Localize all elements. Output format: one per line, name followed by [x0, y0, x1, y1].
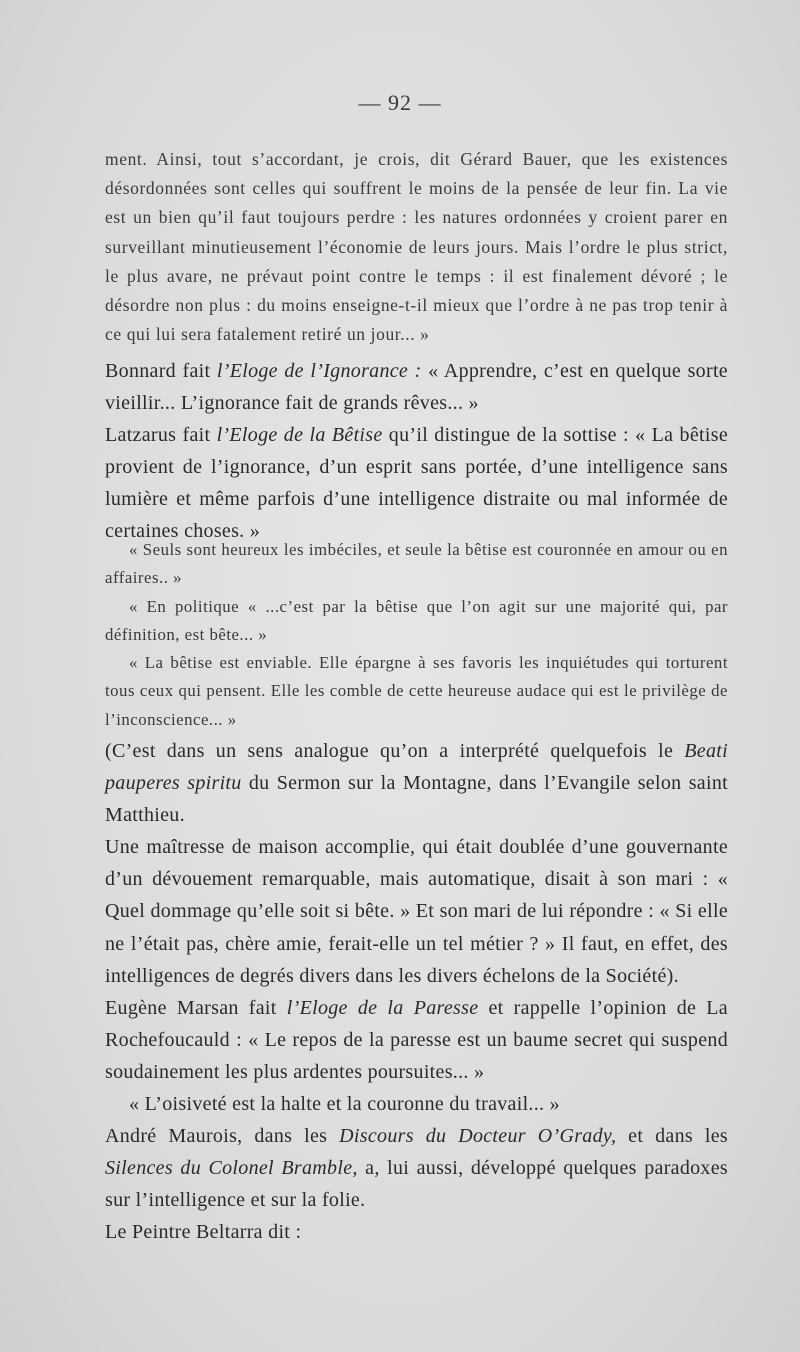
italic-title: l’Eloge de la Paresse	[286, 996, 479, 1019]
paragraph-beati	[105, 735, 728, 831]
quote-betise-enviable: « La bêtise est enviable. Elle épargne à ses favoris les inquiétudes qui torturent tous ceux qui pensent. Elle les comble de cette heureuse audace qui est le privilège de l’inconscience... »	[105, 653, 728, 729]
italic-title: l’Eloge de l’Ignorance :	[216, 360, 422, 382]
quote-imbeciles: « Seuls sont heureux les imbéciles, et seule la bêtise est couronnée en amour ou en affaires.. »	[105, 540, 728, 588]
text-segment: (C’est dans un sens analogue qu’on a interprété quelquefois le	[105, 740, 685, 762]
text-segment: et rappelle l’opinion de La Rochefoucauld : « Le repos de la paresse est un baume secret qui suspend soudainement les plus ardentes poursuites... »	[105, 996, 728, 1083]
opening-paragraph-block	[105, 145, 728, 349]
italic-title: l’Eloge de la Bêtise	[216, 424, 383, 446]
text-segment: Bonnard fait	[105, 360, 217, 382]
closing-paragraphs-block	[105, 735, 728, 1249]
text-segment: qu’il distingue de la sottise : « La bêtise provient de l’ignorance, d’un esprit sans portée, d’une intelligence sans lumière et même parfois d’une intelligence distraite ou mal informée de certaines choses. »	[105, 424, 729, 542]
paragraph-maurois	[105, 1120, 728, 1216]
quotations-block	[105, 536, 728, 734]
paragraph-latzarus	[105, 419, 728, 547]
italic-title: Beati pauperes spiritu	[105, 740, 728, 795]
paragraph-bonnard	[105, 355, 728, 419]
page-number: — 92 —	[358, 90, 442, 115]
text-segment: a, lui aussi, développé quelques paradoxes sur l’intelligence et sur la folie.	[105, 1157, 728, 1212]
text-segment: « Apprendre, c’est en quelque sorte vieillir... L’ignorance fait de grands rêves... »	[105, 360, 728, 414]
quote-oisivete: « L’oisiveté est la halte et la couronne du travail... »	[129, 1093, 560, 1116]
quote-politique: « En politique « ...c’est par la bêtise que l’on agit sur une majorité qui, par définition, est bête... »	[105, 596, 728, 644]
text-segment: André Maurois, dans les	[105, 1125, 340, 1148]
paragraph-gouvernante: Une maîtresse de maison accomplie, qui était doublée d’une gouvernante d’un dévouement remarquable, mais automatique, disait à son mari : « Quel dommage qu’elle soit si bête. » Et son mari de lui répondre : « Si elle ne l’était pas, chère amie, ferait-elle un tel métier ? » Il faut, en effet, des intelligences de degrés divers dans les divers échelons de la Société).	[105, 836, 728, 987]
text-segment: et dans les	[616, 1125, 728, 1148]
eloge-paragraphs-block	[105, 355, 728, 547]
paragraph-marsan	[105, 992, 728, 1088]
paragraph-bauer-quote: ment. Ainsi, tout s’accordant, je crois, dit Gérard Bauer, que les existences désordonnées sont celles qui souffrent le moins de la pensée de leur fin. La vie est un bien qu’il faut toujours perdre : les natures ordonnées y croient parer en surveillant minutieusement l’économie de leurs jours. Mais l’ordre le plus strict, le plus avare, ne prévaut point contre le temps : il est finalement dévoré ; le désordre non plus : du moins enseigne-t-il mieux que l’ordre à ne pas trop tenir à ce qui lui sera fatalement retiré un jour... »	[105, 149, 728, 345]
italic-title: Silences du Colonel Bramble,	[105, 1157, 358, 1180]
text-segment: Eugène Marsan fait	[105, 996, 287, 1019]
italic-title: Discours du Docteur O’Grady,	[339, 1125, 617, 1148]
text-segment: du Sermon sur la Montagne, dans l’Evangile selon saint Matthieu.	[105, 772, 728, 827]
text-segment: Latzarus fait	[105, 424, 217, 446]
paragraph-beltarra: Le Peintre Beltarra dit :	[105, 1221, 302, 1244]
